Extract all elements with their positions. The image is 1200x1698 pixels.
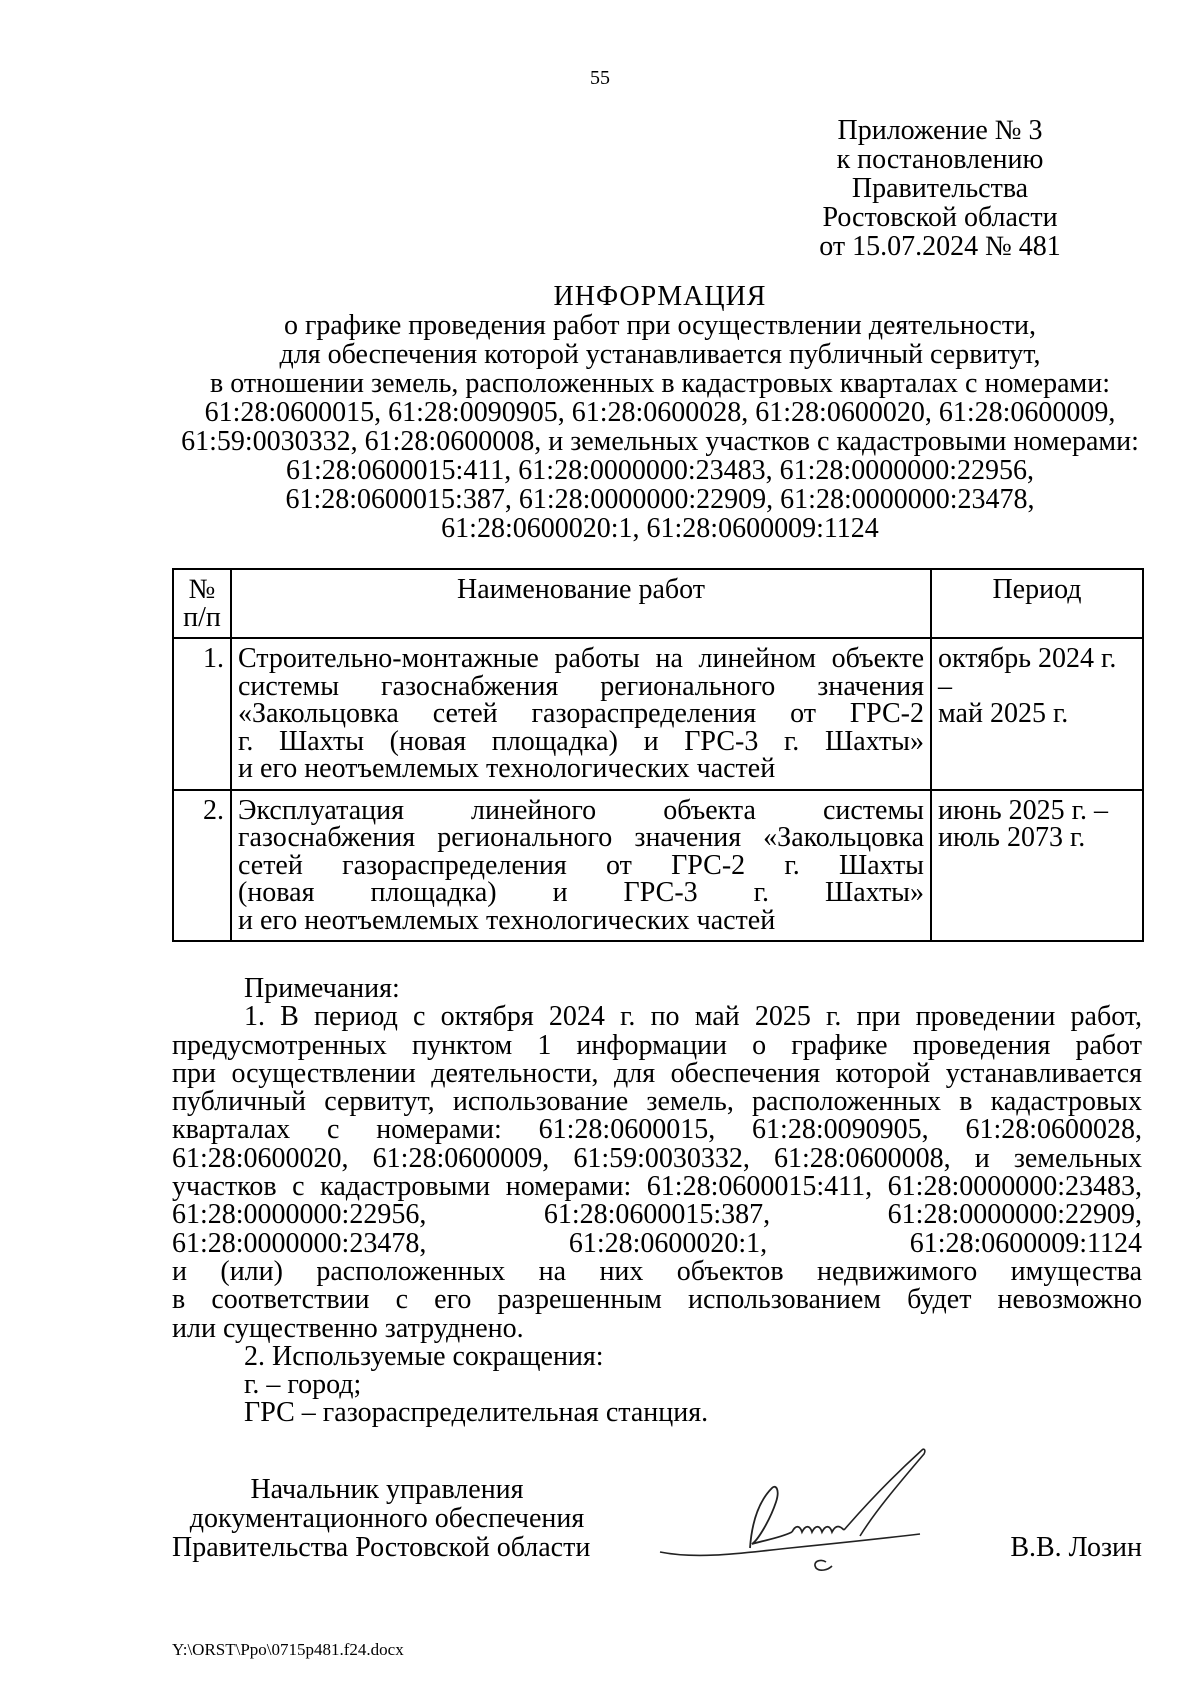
work-name-line: и его неотъемлемых технологических частей: [238, 904, 776, 936]
work-name-line: (новая площадка) и ГРС-3 г. Шахты»: [238, 877, 924, 908]
heading-line: 61:28:0600015:387, 61:28:0000000:22909, 61:28:0000000:23478,: [285, 484, 1035, 515]
document-title: ИНФОРМАЦИЯ: [553, 281, 767, 312]
note-line: 1. В период с октября 2024 г. по май 2025 г. при проведении работ,: [244, 1001, 1142, 1033]
note-line: или существенно затруднено.: [172, 1312, 524, 1344]
appendix-line: Ростовской области: [822, 202, 1058, 233]
work-name-line: системы газоснабжения регионального значения: [238, 670, 924, 702]
heading-line: для обеспечения которой устанавливается публичный сервитут,: [279, 339, 1041, 370]
note2-title: 2. Используемые сокращения:: [244, 1340, 604, 1372]
signatory-position: [172, 1475, 602, 1562]
page-number: 55: [590, 67, 610, 89]
position-line: документационного обеспечения: [189, 1503, 585, 1534]
row-number: 1.: [173, 638, 231, 790]
header-work-name: Наименование работ: [231, 569, 931, 638]
note-line: предусмотренных пунктом 1 информации о графике проведения работ: [172, 1029, 1142, 1061]
appendix-line: от 15.07.2024 № 481: [819, 231, 1061, 262]
note-line: и (или) расположенных на них объектов недвижимого имущества: [172, 1255, 1142, 1287]
period-line: октябрь 2024 г. –: [938, 643, 1117, 702]
row-work-name: [231, 790, 931, 942]
row-period: [931, 638, 1143, 790]
header-number-line1: №: [188, 574, 216, 605]
note-line: публичный сервитут, использование земель, расположенных в кадастровых: [172, 1086, 1142, 1118]
appendix-line: Приложение № 3: [837, 115, 1043, 146]
row-work-name: [231, 638, 931, 790]
note-line: кварталах с номерами: 61:28:0600015, 61:28:0090905, 61:28:0600028,: [172, 1114, 1142, 1146]
heading-line: о графике проведения работ при осуществлении деятельности,: [283, 310, 1037, 341]
period-line: июнь 2025 г. –: [938, 794, 1108, 826]
notes-title: Примечания:: [244, 973, 400, 1004]
work-name-line: Эксплуатация линейного объекта системы: [238, 794, 924, 826]
work-name-line: и его неотъемлемых технологических частей: [238, 753, 776, 784]
header-period: Период: [931, 569, 1143, 638]
table-header-row: [173, 569, 1143, 638]
handwritten-signature: [640, 1440, 970, 1580]
work-name-line: «Закольцовка сетей газораспределения от ГРС-2: [238, 698, 924, 729]
heading-line: в отношении земель, расположенных в кадастровых кварталах с номерами:: [210, 368, 1110, 399]
work-name-line: г. Шахты (новая площадка) и ГРС-3 г. Шахты»: [238, 725, 924, 757]
note-line: в соответствии с его разрешенным использованием будет невозможно: [172, 1284, 1142, 1316]
notes-section: [172, 975, 1142, 1428]
note-line: при осуществлении деятельности, для обеспечения которой устанавливается: [172, 1057, 1142, 1089]
row-period: [931, 790, 1143, 942]
note-line: участков с кадастровыми номерами: 61:28:0600015:411, 61:28:0000000:23483,: [172, 1171, 1142, 1203]
note-line: 61:28:0000000:22956, 61:28:0600015:387, 61:28:0000000:22909,: [172, 1199, 1142, 1231]
header-number-line2: п/п: [183, 601, 221, 633]
period-line: май 2025 г.: [938, 698, 1069, 729]
row-number: 2.: [173, 790, 231, 942]
appendix-line: Правительства: [851, 173, 1029, 204]
works-schedule-table: [172, 568, 1144, 942]
work-name-line: газоснабжения регионального значения «Закольцовка: [238, 822, 924, 853]
abbreviation-item: г. – город;: [244, 1369, 362, 1401]
heading-line: 61:28:0600020:1, 61:28:0600009:1124: [441, 513, 879, 544]
table-row: [173, 638, 1143, 790]
heading-line: 61:28:0600015, 61:28:0090905, 61:28:0600028, 61:28:0600020, 61:28:0600009,: [204, 397, 1116, 428]
note-line: 61:28:0600020, 61:28:0600009, 61:59:0030332, 61:28:0600008, и земельных: [172, 1142, 1142, 1174]
period-line: июль 2073 г.: [938, 822, 1086, 853]
appendix-block: [800, 116, 1080, 261]
work-name-line: Строительно-монтажные работы на линейном объекте: [238, 643, 924, 674]
position-line: Начальник управления: [250, 1474, 524, 1505]
table-row: [173, 790, 1143, 942]
heading-line: 61:28:0600015:411, 61:28:0000000:23483, 61:28:0000000:22956,: [286, 455, 1034, 486]
appendix-line: к постановлению: [836, 144, 1044, 175]
abbreviation-item: ГРС – газораспределительная станция.: [244, 1397, 709, 1429]
work-name-line: сетей газораспределения от ГРС-2 г. Шахты: [238, 849, 924, 881]
note-line: 61:28:0000000:23478, 61:28:0600020:1, 61:28:0600009:1124: [172, 1227, 1142, 1259]
document-heading: [160, 282, 1160, 543]
position-line: Правительства Ростовской области: [172, 1532, 591, 1563]
heading-line: 61:59:0030332, 61:28:0600008, и земельных участков с кадастровыми номерами:: [181, 426, 1139, 457]
signatory-name: В.В. Лозин: [1010, 1532, 1142, 1563]
file-path: Y:\ORST\Ppo\0715p481.f24.docx: [172, 1640, 404, 1659]
header-number: [173, 569, 231, 638]
